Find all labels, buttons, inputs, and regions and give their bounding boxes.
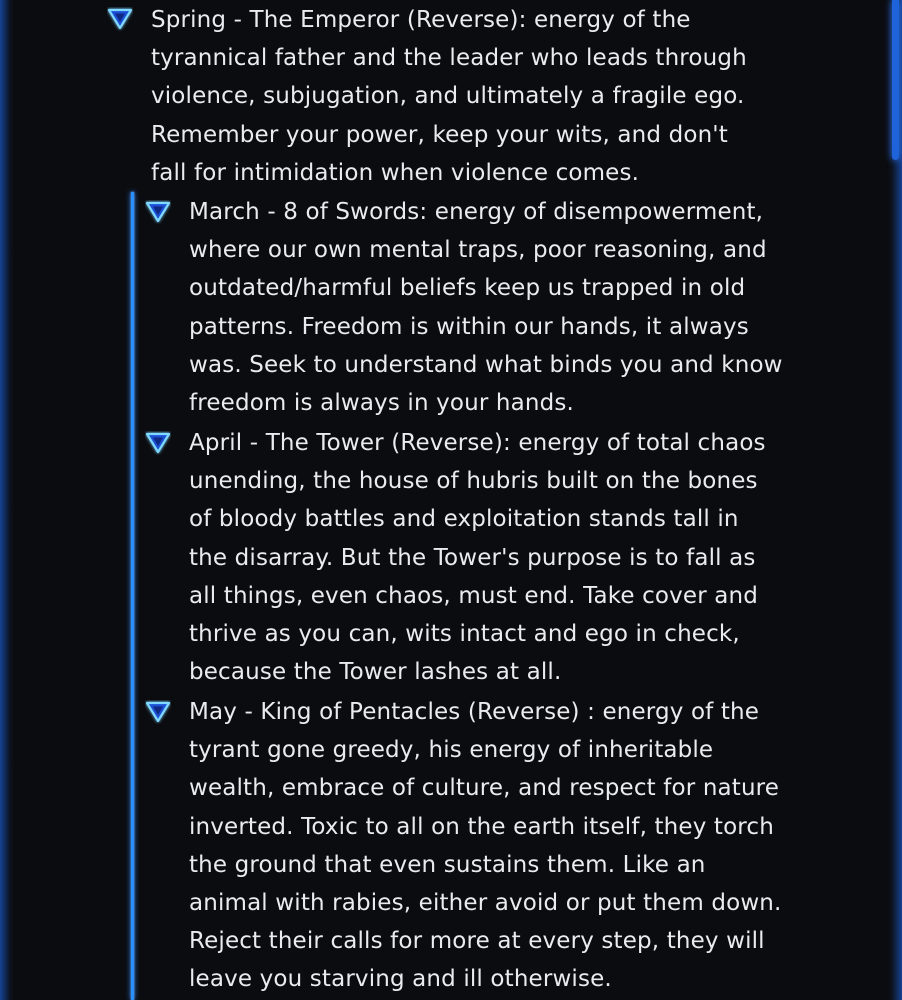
outline-item-april: April - The Tower (Reverse): energy of total chaos unending, the house of hubris built on the bones of bloody battles and exploitation stands tall in the disarray. But the Tower's purpose is to fall as all things, even chaos, must end. Take cover and thrive as you can, wits intact and ego in check, because the Tower lashes at all.: [189, 430, 766, 686]
collapse-triangle-icon[interactable]: [145, 200, 171, 224]
outline-item-march: March - 8 of Swords: energy of disempowerment, where our own mental traps, poor reasoning, and outdated/harmful beliefs keep us trapped in old patterns. Freedom is within our hands, it always was. Seek to understand what binds you and know freedom is always in your hands.: [189, 199, 783, 417]
collapse-triangle-icon[interactable]: [107, 7, 133, 31]
collapse-triangle-icon[interactable]: [145, 431, 171, 455]
scrollbar-thumb[interactable]: [892, 0, 899, 160]
outline-item-spring: Spring - The Emperor (Reverse): energy of the tyrannical father and the leader who leads through violence, subjugation, and ultimately a fragile ego. Remember your power, keep your wits, and don't fall for intimidation when violence comes.: [151, 7, 747, 186]
thread-guide-line: [131, 192, 134, 1000]
collapse-triangle-icon[interactable]: [145, 700, 171, 724]
left-glow-border: [0, 0, 14, 1000]
outline-item-may: May - King of Pentacles (Reverse) : energy of the tyrant gone greedy, his energy of inheritable wealth, embrace of culture, and respect for nature inverted. Toxic to all on the earth itself, they torch the ground that even sustains them. Like an animal with rabies, either avoid or put them down. Reject their calls for more at every step, they will leave you starving and ill otherwise.: [189, 699, 782, 993]
